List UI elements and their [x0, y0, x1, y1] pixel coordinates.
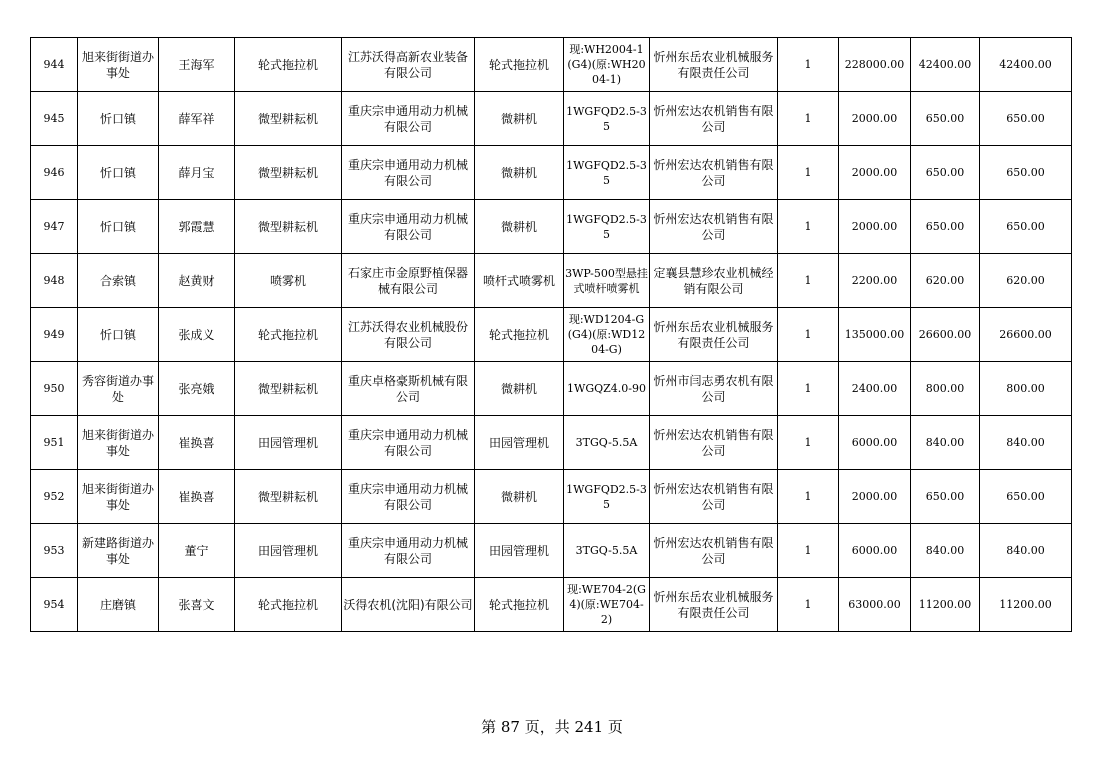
cell-dealer: 忻州宏达农机销售有限公司 [650, 470, 778, 524]
cell-subsidy: 26600.00 [911, 308, 980, 362]
cell-qty: 1 [778, 470, 839, 524]
cell-type: 田园管理机 [475, 524, 564, 578]
cell-buyer: 董宁 [159, 524, 235, 578]
cell-total: 11200.00 [980, 578, 1072, 632]
cell-total: 650.00 [980, 146, 1072, 200]
cell-total: 650.00 [980, 92, 1072, 146]
cell-price: 135000.00 [839, 308, 911, 362]
cell-item: 微型耕耘机 [235, 92, 342, 146]
cell-dealer: 忻州市闫志勇农机有限公司 [650, 362, 778, 416]
cell-maker: 重庆宗申通用动力机械有限公司 [342, 416, 475, 470]
cell-no: 949 [31, 308, 78, 362]
cell-type: 轮式拖拉机 [475, 578, 564, 632]
cell-dealer: 忻州宏达农机销售有限公司 [650, 92, 778, 146]
cell-qty: 1 [778, 38, 839, 92]
cell-maker: 石家庄市金原野植保器械有限公司 [342, 254, 475, 308]
cell-subsidy: 11200.00 [911, 578, 980, 632]
cell-subsidy: 650.00 [911, 470, 980, 524]
cell-qty: 1 [778, 200, 839, 254]
cell-item: 喷雾机 [235, 254, 342, 308]
cell-total: 42400.00 [980, 38, 1072, 92]
page-number: 第 87 页，共 241 页 [481, 718, 623, 736]
cell-price: 2000.00 [839, 470, 911, 524]
cell-model-text: 现:WD1204-G(G4)(原:WD1204-G) [567, 313, 646, 356]
cell-town: 忻口镇 [78, 200, 159, 254]
table-row [31, 362, 1072, 416]
cell-maker: 重庆宗申通用动力机械有限公司 [342, 524, 475, 578]
table-row [31, 200, 1072, 254]
table-row [31, 38, 1072, 92]
cell-dealer: 忻州宏达农机销售有限公司 [650, 416, 778, 470]
cell-subsidy: 650.00 [911, 200, 980, 254]
cell-type: 田园管理机 [475, 416, 564, 470]
cell-price: 228000.00 [839, 38, 911, 92]
cell-qty: 1 [778, 362, 839, 416]
cell-dealer: 定襄县慧珍农业机械经销有限公司 [650, 254, 778, 308]
cell-model [564, 470, 650, 524]
cell-price: 2000.00 [839, 200, 911, 254]
cell-town: 旭来街街道办事处 [78, 38, 159, 92]
cell-total: 620.00 [980, 254, 1072, 308]
table-row [31, 470, 1072, 524]
cell-item: 微型耕耘机 [235, 362, 342, 416]
cell-maker: 重庆宗申通用动力机械有限公司 [342, 470, 475, 524]
cell-town: 忻口镇 [78, 308, 159, 362]
cell-item: 微型耕耘机 [235, 200, 342, 254]
cell-model-text: 1WGFQD2.5-35 [566, 104, 647, 133]
cell-dealer: 忻州东岳农业机械服务有限责任公司 [650, 308, 778, 362]
cell-town: 忻口镇 [78, 146, 159, 200]
cell-buyer: 崔换喜 [159, 470, 235, 524]
cell-dealer: 忻州东岳农业机械服务有限责任公司 [650, 578, 778, 632]
cell-model-text: 现:WE704-2(G4)(原:WE704-2) [567, 583, 646, 626]
cell-model [564, 146, 650, 200]
cell-model-text: 现:WH2004-1(G4)(原:WH2004-1) [567, 43, 646, 86]
cell-buyer: 王海军 [159, 38, 235, 92]
cell-price: 2400.00 [839, 362, 911, 416]
cell-type: 轮式拖拉机 [475, 308, 564, 362]
cell-subsidy: 42400.00 [911, 38, 980, 92]
cell-maker: 江苏沃得农业机械股份有限公司 [342, 308, 475, 362]
cell-total: 650.00 [980, 200, 1072, 254]
cell-qty: 1 [778, 308, 839, 362]
cell-price: 2200.00 [839, 254, 911, 308]
cell-qty: 1 [778, 92, 839, 146]
cell-subsidy: 800.00 [911, 362, 980, 416]
table-row [31, 416, 1072, 470]
cell-buyer: 赵黄财 [159, 254, 235, 308]
cell-maker: 重庆宗申通用动力机械有限公司 [342, 146, 475, 200]
cell-model [564, 308, 650, 362]
cell-town: 新建路街道办事处 [78, 524, 159, 578]
cell-no: 950 [31, 362, 78, 416]
cell-price: 63000.00 [839, 578, 911, 632]
cell-type: 喷杆式喷雾机 [475, 254, 564, 308]
cell-buyer: 张成义 [159, 308, 235, 362]
cell-model-text: 3TGQ-5.5A [575, 544, 638, 557]
cell-town: 庄磨镇 [78, 578, 159, 632]
cell-no: 954 [31, 578, 78, 632]
cell-subsidy: 650.00 [911, 92, 980, 146]
cell-buyer: 张喜文 [159, 578, 235, 632]
cell-town: 秀容街道办事处 [78, 362, 159, 416]
cell-maker: 重庆卓格豪斯机械有限公司 [342, 362, 475, 416]
cell-maker: 重庆宗申通用动力机械有限公司 [342, 200, 475, 254]
cell-type: 轮式拖拉机 [475, 38, 564, 92]
cell-buyer: 薛月宝 [159, 146, 235, 200]
cell-buyer: 郭霞慧 [159, 200, 235, 254]
cell-maker: 江苏沃得高新农业装备有限公司 [342, 38, 475, 92]
cell-buyer: 薛军祥 [159, 92, 235, 146]
cell-no: 952 [31, 470, 78, 524]
cell-dealer: 忻州宏达农机销售有限公司 [650, 146, 778, 200]
cell-item: 田园管理机 [235, 416, 342, 470]
cell-town: 旭来街街道办事处 [78, 470, 159, 524]
cell-total: 650.00 [980, 470, 1072, 524]
cell-model-text: 1WGFQD2.5-35 [566, 482, 647, 511]
cell-model-text: 3WP-500型悬挂式喷杆喷雾机 [565, 266, 648, 295]
cell-price: 2000.00 [839, 92, 911, 146]
cell-no: 953 [31, 524, 78, 578]
cell-town: 旭来街街道办事处 [78, 416, 159, 470]
cell-item: 微型耕耘机 [235, 470, 342, 524]
cell-model [564, 524, 650, 578]
cell-qty: 1 [778, 254, 839, 308]
table-row [31, 308, 1072, 362]
cell-model-text: 1WGFQD2.5-35 [566, 212, 647, 241]
cell-item: 田园管理机 [235, 524, 342, 578]
cell-model-text: 1WGFQD2.5-35 [566, 158, 647, 187]
cell-model [564, 578, 650, 632]
cell-qty: 1 [778, 524, 839, 578]
table-row [31, 524, 1072, 578]
cell-qty: 1 [778, 578, 839, 632]
cell-total: 26600.00 [980, 308, 1072, 362]
cell-no: 948 [31, 254, 78, 308]
cell-model-text: 1WGQZ4.0-90 [567, 382, 646, 395]
cell-model [564, 92, 650, 146]
cell-type: 微耕机 [475, 200, 564, 254]
cell-type: 微耕机 [475, 470, 564, 524]
cell-item: 微型耕耘机 [235, 146, 342, 200]
cell-qty: 1 [778, 416, 839, 470]
cell-maker: 重庆宗申通用动力机械有限公司 [342, 92, 475, 146]
cell-model [564, 416, 650, 470]
subsidy-table [30, 37, 1072, 632]
cell-subsidy: 840.00 [911, 524, 980, 578]
cell-maker: 沃得农机(沈阳)有限公司 [342, 578, 475, 632]
cell-buyer: 张亮娥 [159, 362, 235, 416]
cell-model [564, 38, 650, 92]
cell-subsidy: 650.00 [911, 146, 980, 200]
cell-subsidy: 840.00 [911, 416, 980, 470]
cell-total: 840.00 [980, 416, 1072, 470]
cell-item: 轮式拖拉机 [235, 578, 342, 632]
cell-dealer: 忻州宏达农机销售有限公司 [650, 524, 778, 578]
cell-total: 840.00 [980, 524, 1072, 578]
cell-no: 951 [31, 416, 78, 470]
cell-qty: 1 [778, 146, 839, 200]
cell-total: 800.00 [980, 362, 1072, 416]
cell-town: 合索镇 [78, 254, 159, 308]
cell-dealer: 忻州宏达农机销售有限公司 [650, 200, 778, 254]
cell-type: 微耕机 [475, 146, 564, 200]
table-row [31, 92, 1072, 146]
cell-price: 2000.00 [839, 146, 911, 200]
cell-buyer: 崔换喜 [159, 416, 235, 470]
table-row [31, 578, 1072, 632]
cell-price: 6000.00 [839, 524, 911, 578]
cell-item: 轮式拖拉机 [235, 38, 342, 92]
cell-dealer: 忻州东岳农业机械服务有限责任公司 [650, 38, 778, 92]
cell-no: 945 [31, 92, 78, 146]
cell-model [564, 362, 650, 416]
cell-model [564, 254, 650, 308]
table-row [31, 254, 1072, 308]
cell-type: 微耕机 [475, 362, 564, 416]
cell-model [564, 200, 650, 254]
cell-type: 微耕机 [475, 92, 564, 146]
cell-no: 947 [31, 200, 78, 254]
cell-model-text: 3TGQ-5.5A [575, 436, 638, 449]
table-row [31, 146, 1072, 200]
cell-subsidy: 620.00 [911, 254, 980, 308]
cell-town: 忻口镇 [78, 92, 159, 146]
cell-price: 6000.00 [839, 416, 911, 470]
cell-no: 944 [31, 38, 78, 92]
cell-no: 946 [31, 146, 78, 200]
cell-item: 轮式拖拉机 [235, 308, 342, 362]
